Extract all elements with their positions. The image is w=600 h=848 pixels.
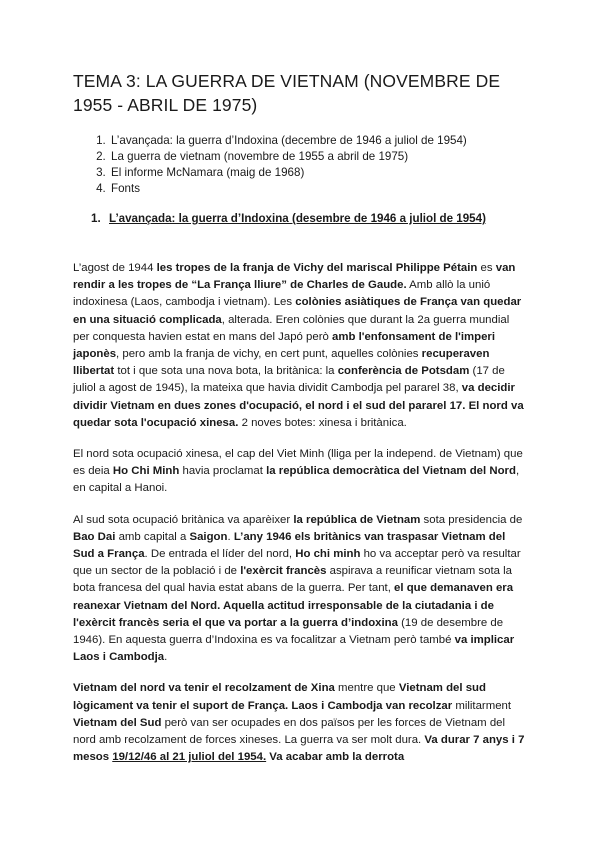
document-body: [73, 260, 528, 780]
section-title: L’avançada: la guerra d’Indoxina (desembre de 1946 a juliol de 1954): [109, 212, 486, 225]
paragraph-2: El nord sota ocupació xinesa, el cap del Viet Minh (lliga per la independ. de Vietnam) que es deia Ho Chi Minh havia proclamat la república democràtica del Vietnam del Nord, en capital a Hanoi.: [73, 448, 523, 495]
table-of-contents: [91, 133, 467, 197]
toc-item: 1. L’avançada: la guerra d’Indoxina (decembre de 1946 a juliol de 1954): [109, 133, 467, 149]
section-heading: [91, 211, 486, 227]
paragraph-3: Al sud sota ocupació britànica va aparèixer la república de Vietnam sota presidencia de Bao Dai amb capital a Saigon. L’any 1946 els britànics van traspasar Vietnam del Sud a França. De entrada el líder del nord, Ho chi minh ho va acceptar però va resultar que un sector de la població i de l'exèrcit francès aspirava a reunificar vietnam sota la bota francesa del qual havia estat abans de la guerra. Per tant, el que demanaven era reanexar Vietnam del Nord. Aquella actitud irresponsable de la ciutadania i de l'exèrcit francès seria el que va portar a la guerra d’indoxina (19 de desembre de 1946). En aquesta guerra d’Indoxina es va focalitzar a Vietnam però també va implicar Laos i Cambodja.: [73, 513, 523, 664]
page-title: TEMA 3: LA GUERRA DE VIETNAM (NOVEMBRE DE 1955 - ABRIL DE 1975): [73, 71, 501, 115]
toc-item: 3. El informe McNamara (maig de 1968): [109, 165, 467, 181]
paragraph-1: L’agost de 1944 les tropes de la franja de Vichy del mariscal Philippe Pétain es van rendir a les tropes de “La França lliure” de Charles de Gaude. Amb allò la unió indoxinesa (Laos, cambodja i vietnam). Les colònies asiàtiques de França van quedar en una situació complicada, alterada. Eren colònies que durant la 2a guerra mundial per conquesta havien estat en mans del Japó però amb l'enfonsament de l'imperi japonès, pero amb la franja de vichy, en cert punt, aquelles colònies recuperaven llibertat tot i que sota una nova bota, la britànica: la conferència de Potsdam (17 de juliol a agost de 1945), la mateixa que havia dividit Cambodja pel pararel 38, va decidir dividir Vietnam en dues zones d'ocupació, el nord i el sud del pararel 17. El nord va quedar sota l'ocupació xinesa. 2 noves botes: xinesa i britànica.: [73, 262, 524, 429]
toc-item: 4. Fonts: [109, 181, 467, 197]
paragraph-4: Vietnam del nord va tenir el recolzament de Xina mentre que Vietnam del sud lògicament va tenir el suport de França. Laos i Cambodja van recolzar militarment Vietnam del Sud però van ser ocupades en dos països per les forces de Vietnam del nord amb recolzament de forces xineses. La guerra va ser molt dura. Va durar 7 anys i 7 mesos 19/12/46 al 21 juliol del 1954. Va acabar amb la derrota: [73, 682, 525, 764]
section-number: 1.: [91, 212, 101, 225]
toc-item: 2. La guerra de vietnam (novembre de 1955 a abril de 1975): [109, 149, 467, 165]
